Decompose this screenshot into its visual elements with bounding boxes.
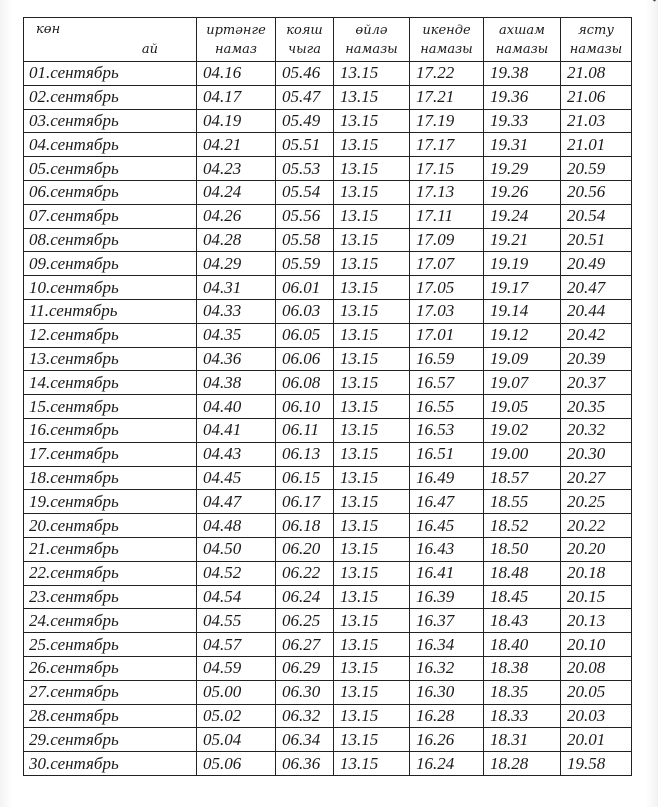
cell-sunrise: 05.49 — [276, 109, 334, 133]
cell-isha: 21.06 — [561, 85, 632, 109]
cell-fajr: 04.23 — [197, 157, 276, 181]
cell-sunrise: 06.30 — [276, 680, 334, 704]
cell-maghrib: 19.09 — [484, 347, 561, 371]
table-row — [24, 537, 632, 561]
cell-isha: 20.39 — [561, 347, 632, 371]
table-row — [24, 252, 632, 276]
cell-sunrise: 06.01 — [276, 276, 334, 300]
cell-sunrise: 06.18 — [276, 514, 334, 538]
cell-isha: 20.25 — [561, 490, 632, 514]
cell-sunrise: 05.51 — [276, 133, 334, 157]
header-day-label: көн — [36, 22, 61, 37]
table-row — [24, 371, 632, 395]
table-row — [24, 62, 632, 86]
cell-sunrise: 06.32 — [276, 704, 334, 728]
cell-dhuhr: 13.15 — [334, 85, 410, 109]
cell-fajr: 04.54 — [197, 585, 276, 609]
cell-asr: 16.30 — [410, 680, 484, 704]
cell-date: 14.сентябрь — [24, 371, 197, 395]
cell-fajr: 04.59 — [197, 656, 276, 680]
cell-sunrise: 06.17 — [276, 490, 334, 514]
cell-fajr: 04.17 — [197, 85, 276, 109]
cell-dhuhr: 13.15 — [334, 609, 410, 633]
cell-isha: 20.08 — [561, 656, 632, 680]
cell-dhuhr: 13.15 — [334, 633, 410, 657]
table-row — [24, 133, 632, 157]
cell-maghrib: 19.14 — [484, 299, 561, 323]
cell-maghrib: 19.24 — [484, 204, 561, 228]
cell-date: 24.сентябрь — [24, 609, 197, 633]
cell-sunrise: 06.03 — [276, 299, 334, 323]
cell-fajr: 05.00 — [197, 680, 276, 704]
cell-isha: 21.08 — [561, 62, 632, 86]
cell-maghrib: 19.05 — [484, 395, 561, 419]
cell-date: 20.сентябрь — [24, 514, 197, 538]
cell-isha: 20.44 — [561, 299, 632, 323]
cell-dhuhr: 13.15 — [334, 371, 410, 395]
table-row — [24, 109, 632, 133]
cell-dhuhr: 13.15 — [334, 418, 410, 442]
cell-sunrise: 06.27 — [276, 633, 334, 657]
cell-maghrib: 19.12 — [484, 323, 561, 347]
cell-maghrib: 18.57 — [484, 466, 561, 490]
cell-dhuhr: 13.15 — [334, 514, 410, 538]
cell-dhuhr: 13.15 — [334, 728, 410, 752]
prayer-times-table — [23, 17, 632, 776]
cell-maghrib: 19.38 — [484, 62, 561, 86]
cell-sunrise: 06.13 — [276, 442, 334, 466]
table-row — [24, 680, 632, 704]
cell-sunrise: 05.58 — [276, 228, 334, 252]
cell-isha: 20.18 — [561, 561, 632, 585]
cell-isha: 20.42 — [561, 323, 632, 347]
cell-dhuhr: 13.15 — [334, 395, 410, 419]
cell-maghrib: 19.29 — [484, 157, 561, 181]
cell-asr: 16.53 — [410, 418, 484, 442]
header-isha-line2: намазы — [569, 41, 623, 57]
header-sunrise-line2: чыга — [288, 41, 321, 57]
cell-asr: 17.13 — [410, 180, 484, 204]
table-header — [24, 18, 632, 62]
table-row — [24, 633, 632, 657]
cell-dhuhr: 13.15 — [334, 133, 410, 157]
cell-date: 16.сентябрь — [24, 418, 197, 442]
header-maghrib — [484, 18, 561, 62]
cell-fajr: 04.55 — [197, 609, 276, 633]
cell-asr: 17.17 — [410, 133, 484, 157]
cell-date: 30.сентябрь — [24, 752, 197, 776]
cell-date: 12.сентябрь — [24, 323, 197, 347]
cell-sunrise: 06.05 — [276, 323, 334, 347]
header-dhuhr — [334, 18, 410, 62]
header-dhuhr-line2: намазы — [345, 41, 398, 57]
cell-asr: 16.37 — [410, 609, 484, 633]
header-corner-cell — [24, 18, 197, 62]
page-corner-mark — [637, 0, 656, 11]
cell-dhuhr: 13.15 — [334, 585, 410, 609]
cell-asr: 16.43 — [410, 537, 484, 561]
cell-isha: 20.51 — [561, 228, 632, 252]
cell-fajr: 04.31 — [197, 276, 276, 300]
cell-asr: 17.05 — [410, 276, 484, 300]
cell-sunrise: 05.46 — [276, 62, 334, 86]
cell-dhuhr: 13.15 — [334, 680, 410, 704]
cell-sunrise: 06.29 — [276, 656, 334, 680]
cell-maghrib: 19.19 — [484, 252, 561, 276]
cell-sunrise: 06.06 — [276, 347, 334, 371]
cell-asr: 17.09 — [410, 228, 484, 252]
header-fajr-line1: иртәнге — [206, 22, 266, 38]
table-row — [24, 85, 632, 109]
cell-asr: 17.01 — [410, 323, 484, 347]
cell-isha: 20.47 — [561, 276, 632, 300]
header-maghrib-line1: ахшам — [499, 22, 545, 38]
table-row — [24, 418, 632, 442]
cell-asr: 16.34 — [410, 633, 484, 657]
cell-asr: 17.15 — [410, 157, 484, 181]
cell-isha: 20.05 — [561, 680, 632, 704]
table-row — [24, 204, 632, 228]
header-month-label: ай — [141, 42, 158, 57]
table-row — [24, 490, 632, 514]
table-row — [24, 276, 632, 300]
cell-sunrise: 06.34 — [276, 728, 334, 752]
header-fajr — [197, 18, 276, 62]
cell-asr: 17.21 — [410, 85, 484, 109]
cell-maghrib: 18.38 — [484, 656, 561, 680]
cell-fajr: 05.04 — [197, 728, 276, 752]
table-row — [24, 585, 632, 609]
cell-maghrib: 18.50 — [484, 537, 561, 561]
cell-date: 11.сентябрь — [24, 299, 197, 323]
cell-fajr: 04.26 — [197, 204, 276, 228]
cell-dhuhr: 13.15 — [334, 490, 410, 514]
table-row — [24, 395, 632, 419]
cell-fajr: 04.24 — [197, 180, 276, 204]
cell-date: 18.сентябрь — [24, 466, 197, 490]
cell-isha: 20.22 — [561, 514, 632, 538]
header-isha-line1: ясту — [578, 22, 614, 38]
table-row — [24, 180, 632, 204]
cell-isha: 20.20 — [561, 537, 632, 561]
table-row — [24, 561, 632, 585]
cell-isha: 20.01 — [561, 728, 632, 752]
cell-asr: 16.57 — [410, 371, 484, 395]
cell-date: 28.сентябрь — [24, 704, 197, 728]
cell-dhuhr: 13.15 — [334, 109, 410, 133]
cell-asr: 17.11 — [410, 204, 484, 228]
cell-asr: 17.07 — [410, 252, 484, 276]
cell-maghrib: 19.21 — [484, 228, 561, 252]
cell-fajr: 04.19 — [197, 109, 276, 133]
cell-asr: 16.41 — [410, 561, 484, 585]
header-fajr-line2: намаз — [215, 41, 257, 57]
cell-asr: 16.45 — [410, 514, 484, 538]
table-row — [24, 347, 632, 371]
cell-maghrib: 19.00 — [484, 442, 561, 466]
cell-asr: 16.51 — [410, 442, 484, 466]
cell-asr: 16.39 — [410, 585, 484, 609]
cell-isha: 20.35 — [561, 395, 632, 419]
table-row — [24, 656, 632, 680]
cell-maghrib: 18.48 — [484, 561, 561, 585]
cell-fajr: 04.35 — [197, 323, 276, 347]
cell-sunrise: 06.15 — [276, 466, 334, 490]
cell-isha: 20.03 — [561, 704, 632, 728]
cell-asr: 17.19 — [410, 109, 484, 133]
cell-asr: 16.26 — [410, 728, 484, 752]
cell-fajr: 04.38 — [197, 371, 276, 395]
cell-maghrib: 18.43 — [484, 609, 561, 633]
cell-sunrise: 06.08 — [276, 371, 334, 395]
cell-date: 05.сентябрь — [24, 157, 197, 181]
cell-maghrib: 19.26 — [484, 180, 561, 204]
cell-fajr: 04.28 — [197, 228, 276, 252]
cell-fajr: 04.48 — [197, 514, 276, 538]
cell-maghrib: 19.17 — [484, 276, 561, 300]
cell-dhuhr: 13.15 — [334, 752, 410, 776]
cell-fajr: 04.41 — [197, 418, 276, 442]
cell-date: 13.сентябрь — [24, 347, 197, 371]
cell-sunrise: 05.54 — [276, 180, 334, 204]
cell-date: 07.сентябрь — [24, 204, 197, 228]
cell-dhuhr: 13.15 — [334, 157, 410, 181]
cell-isha: 20.59 — [561, 157, 632, 181]
cell-fajr: 04.45 — [197, 466, 276, 490]
cell-sunrise: 06.22 — [276, 561, 334, 585]
cell-fajr: 04.21 — [197, 133, 276, 157]
cell-fajr: 04.40 — [197, 395, 276, 419]
cell-fajr: 04.16 — [197, 62, 276, 86]
cell-isha: 20.13 — [561, 609, 632, 633]
cell-sunrise: 06.20 — [276, 537, 334, 561]
header-asr — [410, 18, 484, 62]
cell-fajr: 04.33 — [197, 299, 276, 323]
table-row — [24, 157, 632, 181]
cell-isha: 20.32 — [561, 418, 632, 442]
cell-fajr: 04.47 — [197, 490, 276, 514]
cell-isha: 20.15 — [561, 585, 632, 609]
cell-fajr: 04.52 — [197, 561, 276, 585]
table-row — [24, 442, 632, 466]
table-row — [24, 609, 632, 633]
cell-sunrise: 06.11 — [276, 418, 334, 442]
cell-date: 19.сентябрь — [24, 490, 197, 514]
cell-isha: 20.56 — [561, 180, 632, 204]
table-row — [24, 323, 632, 347]
cell-maghrib: 18.33 — [484, 704, 561, 728]
header-isha — [561, 18, 632, 62]
cell-sunrise: 05.47 — [276, 85, 334, 109]
cell-date: 04.сентябрь — [24, 133, 197, 157]
cell-fajr: 04.57 — [197, 633, 276, 657]
cell-asr: 17.03 — [410, 299, 484, 323]
cell-sunrise: 05.53 — [276, 157, 334, 181]
cell-maghrib: 19.07 — [484, 371, 561, 395]
cell-dhuhr: 13.15 — [334, 704, 410, 728]
cell-isha: 21.01 — [561, 133, 632, 157]
cell-dhuhr: 13.15 — [334, 276, 410, 300]
cell-date: 27.сентябрь — [24, 680, 197, 704]
cell-maghrib: 18.40 — [484, 633, 561, 657]
cell-maghrib: 19.33 — [484, 109, 561, 133]
cell-fajr: 04.36 — [197, 347, 276, 371]
cell-fajr: 04.29 — [197, 252, 276, 276]
cell-maghrib: 18.45 — [484, 585, 561, 609]
cell-maghrib: 19.31 — [484, 133, 561, 157]
cell-date: 22.сентябрь — [24, 561, 197, 585]
cell-date: 23.сентябрь — [24, 585, 197, 609]
cell-sunrise: 06.24 — [276, 585, 334, 609]
cell-asr: 16.24 — [410, 752, 484, 776]
cell-date: 17.сентябрь — [24, 442, 197, 466]
cell-dhuhr: 13.15 — [334, 62, 410, 86]
cell-isha: 20.10 — [561, 633, 632, 657]
cell-date: 01.сентябрь — [24, 62, 197, 86]
table-row — [24, 752, 632, 776]
cell-maghrib: 18.55 — [484, 490, 561, 514]
header-asr-line2: намазы — [420, 41, 473, 57]
cell-date: 06.сентябрь — [24, 180, 197, 204]
header-sunrise-line1: кояш — [286, 22, 323, 38]
cell-sunrise: 05.56 — [276, 204, 334, 228]
cell-isha: 20.30 — [561, 442, 632, 466]
cell-date: 02.сентябрь — [24, 85, 197, 109]
table-row — [24, 728, 632, 752]
cell-maghrib: 18.52 — [484, 514, 561, 538]
cell-maghrib: 19.36 — [484, 85, 561, 109]
cell-date: 10.сентябрь — [24, 276, 197, 300]
cell-dhuhr: 13.15 — [334, 537, 410, 561]
table-row — [24, 228, 632, 252]
cell-dhuhr: 13.15 — [334, 204, 410, 228]
cell-dhuhr: 13.15 — [334, 228, 410, 252]
cell-maghrib: 19.02 — [484, 418, 561, 442]
cell-isha: 20.49 — [561, 252, 632, 276]
cell-dhuhr: 13.15 — [334, 323, 410, 347]
cell-isha: 20.27 — [561, 466, 632, 490]
cell-isha: 20.37 — [561, 371, 632, 395]
cell-asr: 16.55 — [410, 395, 484, 419]
table-row — [24, 299, 632, 323]
cell-dhuhr: 13.15 — [334, 252, 410, 276]
header-sunrise — [276, 18, 334, 62]
cell-dhuhr: 13.15 — [334, 299, 410, 323]
table-row — [24, 704, 632, 728]
cell-fajr: 04.50 — [197, 537, 276, 561]
cell-fajr: 05.06 — [197, 752, 276, 776]
cell-dhuhr: 13.15 — [334, 347, 410, 371]
header-row — [24, 18, 632, 62]
cell-sunrise: 06.36 — [276, 752, 334, 776]
cell-asr: 16.28 — [410, 704, 484, 728]
table-row — [24, 466, 632, 490]
cell-date: 29.сентябрь — [24, 728, 197, 752]
cell-maghrib: 18.31 — [484, 728, 561, 752]
cell-isha: 20.54 — [561, 204, 632, 228]
header-dhuhr-line1: өйлә — [355, 22, 388, 38]
cell-fajr: 04.43 — [197, 442, 276, 466]
cell-date: 15.сентябрь — [24, 395, 197, 419]
cell-isha: 21.03 — [561, 109, 632, 133]
cell-sunrise: 06.10 — [276, 395, 334, 419]
cell-asr: 16.49 — [410, 466, 484, 490]
cell-dhuhr: 13.15 — [334, 561, 410, 585]
cell-date: 25.сентябрь — [24, 633, 197, 657]
table-body — [24, 62, 632, 776]
table-row — [24, 514, 632, 538]
cell-dhuhr: 13.15 — [334, 656, 410, 680]
cell-maghrib: 18.28 — [484, 752, 561, 776]
cell-isha: 19.58 — [561, 752, 632, 776]
cell-date: 03.сентябрь — [24, 109, 197, 133]
cell-dhuhr: 13.15 — [334, 180, 410, 204]
cell-asr: 16.59 — [410, 347, 484, 371]
cell-date: 21.сентябрь — [24, 537, 197, 561]
header-maghrib-line2: намазы — [495, 41, 549, 57]
cell-date: 09.сентябрь — [24, 252, 197, 276]
cell-asr: 17.22 — [410, 62, 484, 86]
cell-date: 26.сентябрь — [24, 656, 197, 680]
cell-dhuhr: 13.15 — [334, 442, 410, 466]
cell-sunrise: 06.25 — [276, 609, 334, 633]
cell-maghrib: 18.35 — [484, 680, 561, 704]
cell-dhuhr: 13.15 — [334, 466, 410, 490]
cell-date: 08.сентябрь — [24, 228, 197, 252]
cell-fajr: 05.02 — [197, 704, 276, 728]
header-asr-line1: икенде — [422, 22, 471, 38]
cell-asr: 16.47 — [410, 490, 484, 514]
cell-asr: 16.32 — [410, 656, 484, 680]
cell-sunrise: 05.59 — [276, 252, 334, 276]
